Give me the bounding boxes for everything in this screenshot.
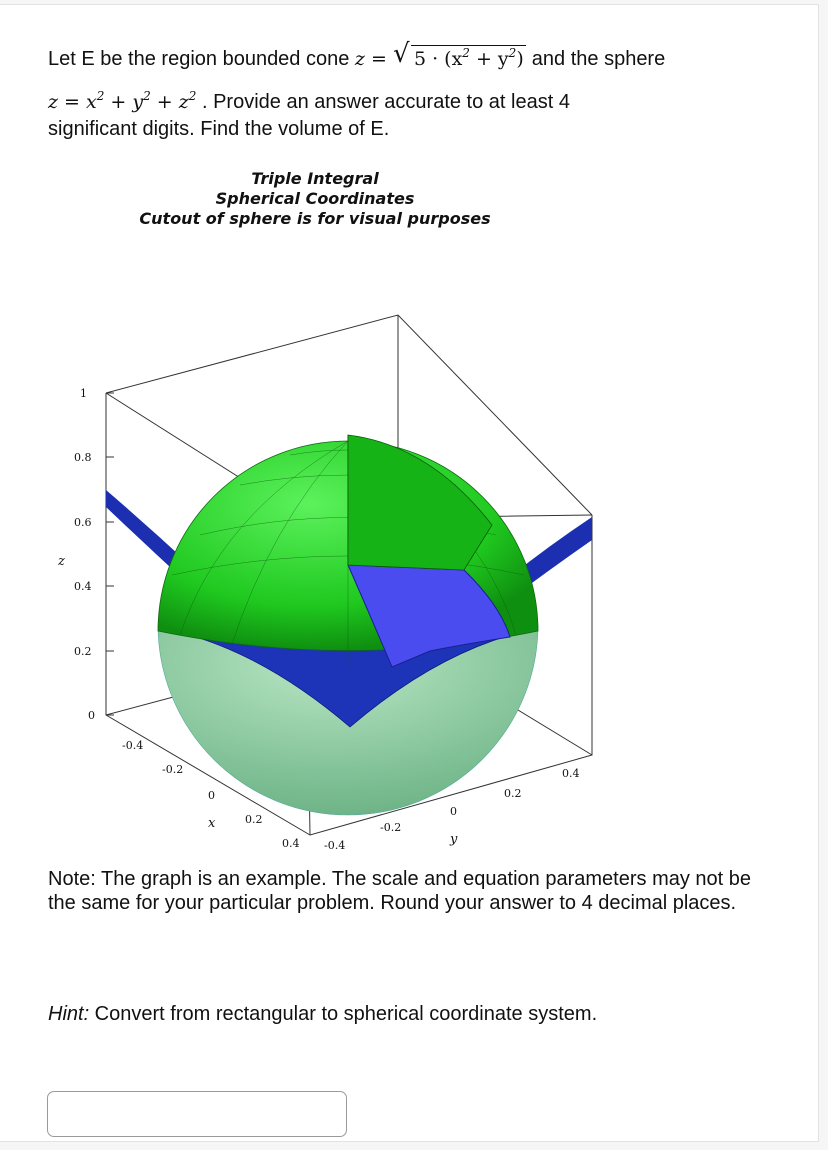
svg-text:0.4: 0.4 [282,837,300,850]
question-text: and the sphere [531,48,666,70]
hint-text: Convert from rectangular to spherical coordinate system. [89,1003,598,1025]
svg-text:-0.2: -0.2 [380,821,402,834]
svg-text:-0.4: -0.4 [324,839,346,852]
svg-text:1: 1 [80,387,87,400]
figure-title: Triple Integral [251,169,379,188]
question-line-1 [48,39,666,71]
svg-text:0.2: 0.2 [504,787,522,800]
svg-text:-0.4: -0.4 [122,739,144,752]
sphere-equation: $z = x^2 + y^2 + z^2$ [48,89,197,113]
svg-text:0.4: 0.4 [74,580,92,593]
figure-caption: Cutout of sphere is for visual purposes [139,209,491,228]
question-line-2 [48,91,570,114]
figure-subtitle: Spherical Coordinates [215,189,415,208]
graph-note: Note: The graph is an example. The scale and equation parameters may not be the same for your particular problem. Round your answer to 4 decimal places. [48,868,752,914]
question-line-3 [48,118,389,141]
sphere-cone-plot [40,235,620,915]
z-axis [57,387,114,722]
svg-text:0.2: 0.2 [74,645,92,658]
svg-text:0.4: 0.4 [562,767,580,780]
hint [48,1003,597,1026]
question-text: Let E be the region bounded cone [48,48,350,70]
question-text: significant digits. Find the volume of E. [48,118,390,140]
svg-text:y: y [450,832,458,847]
svg-text:0: 0 [208,789,215,802]
sqrt-symbol: √ $5 \cdot (x^2 + y^2)$ [392,39,524,70]
question-card [0,4,819,1142]
svg-text:-0.2: -0.2 [162,763,184,776]
svg-text:0.6: 0.6 [74,516,92,529]
svg-text:z: z [58,554,65,569]
svg-text:0.2: 0.2 [245,813,263,826]
svg-text:0: 0 [450,805,457,818]
svg-text:0: 0 [88,709,95,722]
svg-text:0.8: 0.8 [74,451,92,464]
hint-label: Hint: [48,1003,90,1025]
svg-text:x: x [208,816,216,831]
cone-equation: z = √ $5 \cdot (x^2 + y^2)$ [354,39,524,70]
answer-input[interactable] [47,1091,347,1137]
question-text: . Provide an answer accurate to at least 4 [201,91,570,113]
